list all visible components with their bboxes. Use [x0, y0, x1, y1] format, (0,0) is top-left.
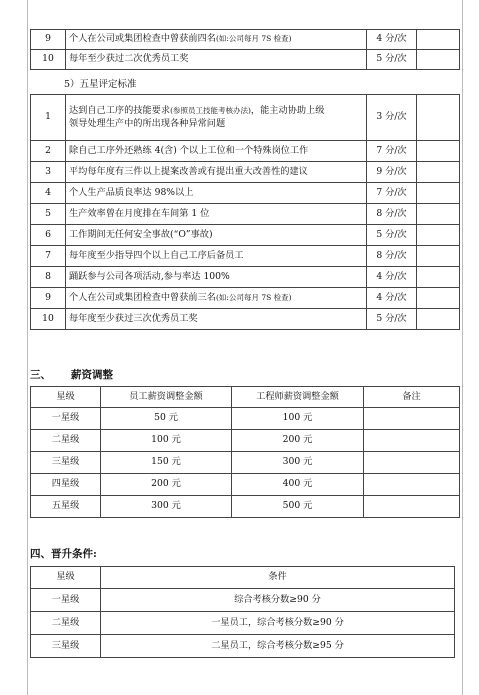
- row-number: 8: [31, 267, 66, 288]
- table-row: [31, 95, 460, 141]
- row-number: 3: [31, 162, 66, 183]
- table-row: [31, 430, 460, 452]
- promotion-table: [30, 566, 455, 658]
- column-header: 星级: [31, 567, 101, 589]
- condition-text: 二星员工，综合考核分数≥95 分: [101, 635, 455, 658]
- section-number: 四、: [30, 548, 51, 560]
- criteria-table-continued: [30, 29, 460, 70]
- empty-cell: [417, 204, 460, 225]
- row-number: 6: [31, 225, 66, 246]
- points-cell: 7 分/次: [367, 183, 417, 204]
- row-number: 4: [31, 183, 66, 204]
- table-row: [31, 474, 460, 496]
- criterion-text: 每年至少获过二次优秀员工奖: [66, 50, 367, 70]
- engineer-amount: 100 元: [232, 408, 364, 430]
- criterion-text: 个人在公司或集团检查中曾获前四名(如:公司每月 7S 检查): [66, 30, 367, 50]
- remark: [364, 408, 460, 430]
- condition-text: 一星员工，综合考核分数≥90 分: [101, 612, 455, 635]
- table-row: [31, 267, 460, 288]
- column-header: 备注: [364, 387, 460, 408]
- table-row: [31, 162, 460, 183]
- five-star-criteria-table: [30, 94, 460, 330]
- column-header: 星级: [31, 387, 101, 408]
- engineer-amount: 400 元: [232, 474, 364, 496]
- employee-amount: 300 元: [101, 496, 232, 518]
- star-level: 二星级: [31, 430, 101, 452]
- row-number: 5: [31, 204, 66, 225]
- table-row: [31, 612, 455, 635]
- criterion-text: 生产效率曾在月度排在车间第 1 位: [66, 204, 367, 225]
- star-level: 三星级: [31, 635, 101, 658]
- points-cell: 8 分/次: [367, 246, 417, 267]
- row-number: 10: [31, 309, 66, 330]
- remark: [364, 496, 460, 518]
- column-header: 条件: [101, 567, 455, 589]
- remark: [364, 430, 460, 452]
- engineer-amount: 300 元: [232, 452, 364, 474]
- employee-amount: 100 元: [101, 430, 232, 452]
- table-row: [31, 50, 460, 70]
- empty-cell: [417, 246, 460, 267]
- empty-cell: [417, 95, 460, 141]
- empty-cell: [417, 267, 460, 288]
- remark: [364, 452, 460, 474]
- remark: [364, 474, 460, 496]
- table-row: [31, 309, 460, 330]
- employee-amount: 150 元: [101, 452, 232, 474]
- table-header-row: [31, 387, 460, 408]
- column-header: 工程师薪资调整金额: [232, 387, 364, 408]
- table-row: [31, 30, 460, 50]
- row-number: 9: [31, 30, 66, 50]
- points-cell: 4 分/次: [367, 288, 417, 309]
- points-cell: 8 分/次: [367, 204, 417, 225]
- promotion-section-heading: [30, 546, 97, 561]
- table-row: [31, 288, 460, 309]
- criterion-text: 个人生产品质良率达 98%以上: [66, 183, 367, 204]
- condition-text: 综合考核分数≥90 分: [101, 589, 455, 612]
- table-row: [31, 452, 460, 474]
- column-header: 员工薪资调整金额: [101, 387, 232, 408]
- employee-amount: 50 元: [101, 408, 232, 430]
- points-cell: 5 分/次: [367, 309, 417, 330]
- table-row: [31, 246, 460, 267]
- section-title: 薪资调整: [71, 369, 113, 381]
- salary-table: [30, 386, 460, 518]
- criterion-text: 个人在公司或集团检查中曾获前三名(如:公司每月 7S 检查): [66, 288, 367, 309]
- section-title: 晋升条件:: [51, 548, 97, 560]
- page-margin-line-left: [27, 0, 28, 695]
- row-number: 7: [31, 246, 66, 267]
- table-row: [31, 496, 460, 518]
- empty-cell: [417, 309, 460, 330]
- empty-cell: [417, 141, 460, 162]
- points-cell: 5 分/次: [367, 50, 417, 70]
- points-cell: 4 分/次: [367, 267, 417, 288]
- star-level: 四星级: [31, 474, 101, 496]
- points-cell: 5 分/次: [367, 225, 417, 246]
- engineer-amount: 500 元: [232, 496, 364, 518]
- empty-cell: [417, 50, 460, 70]
- points-cell: 4 分/次: [367, 30, 417, 50]
- empty-cell: [417, 288, 460, 309]
- table-row: [31, 141, 460, 162]
- star-level: 一星级: [31, 589, 101, 612]
- row-number: 9: [31, 288, 66, 309]
- table-row: [31, 635, 455, 658]
- empty-cell: [417, 225, 460, 246]
- criterion-text: 踊跃参与公司各项活动,参与率达 100%: [66, 267, 367, 288]
- criterion-text: 达到自己工序的技能要求(参照员工技能考核办法)，能主动协助上级 领导处理生产中的所出现各种异常问题: [66, 95, 367, 141]
- empty-cell: [417, 183, 460, 204]
- five-star-label: 5）五星评定标准: [64, 79, 137, 90]
- points-cell: 3 分/次: [367, 95, 417, 141]
- criterion-text: 每年度至少指导四个以上自己工序后备员工: [66, 246, 367, 267]
- table-row: [31, 589, 455, 612]
- table-row: [31, 183, 460, 204]
- criterion-text: 每年度至少获过三次优秀员工奖: [66, 309, 367, 330]
- table-header-row: [31, 567, 455, 589]
- empty-cell: [417, 162, 460, 183]
- points-cell: 9 分/次: [367, 162, 417, 183]
- section-number: 三、: [30, 369, 51, 381]
- points-cell: 7 分/次: [367, 141, 417, 162]
- page-margin-line-right: [462, 0, 463, 695]
- salary-section-heading: [30, 367, 113, 382]
- star-level: 五星级: [31, 496, 101, 518]
- empty-cell: [417, 30, 460, 50]
- engineer-amount: 200 元: [232, 430, 364, 452]
- star-level: 一星级: [31, 408, 101, 430]
- row-number: 10: [31, 50, 66, 70]
- table-row: [31, 408, 460, 430]
- criterion-text: 工作期间无任何安全事故(“O”事故): [66, 225, 367, 246]
- criterion-text: 除自己工序外还熟练 4(含) 个以上工位和一个特殊岗位工作: [66, 141, 367, 162]
- employee-amount: 200 元: [101, 474, 232, 496]
- table-row: [31, 225, 460, 246]
- table-row: [31, 204, 460, 225]
- star-level: 二星级: [31, 612, 101, 635]
- star-level: 三星级: [31, 452, 101, 474]
- row-number: 2: [31, 141, 66, 162]
- row-number: 1: [31, 95, 66, 141]
- criterion-text: 平均每年度有三件以上提案改善或有提出重大改善性的建议: [66, 162, 367, 183]
